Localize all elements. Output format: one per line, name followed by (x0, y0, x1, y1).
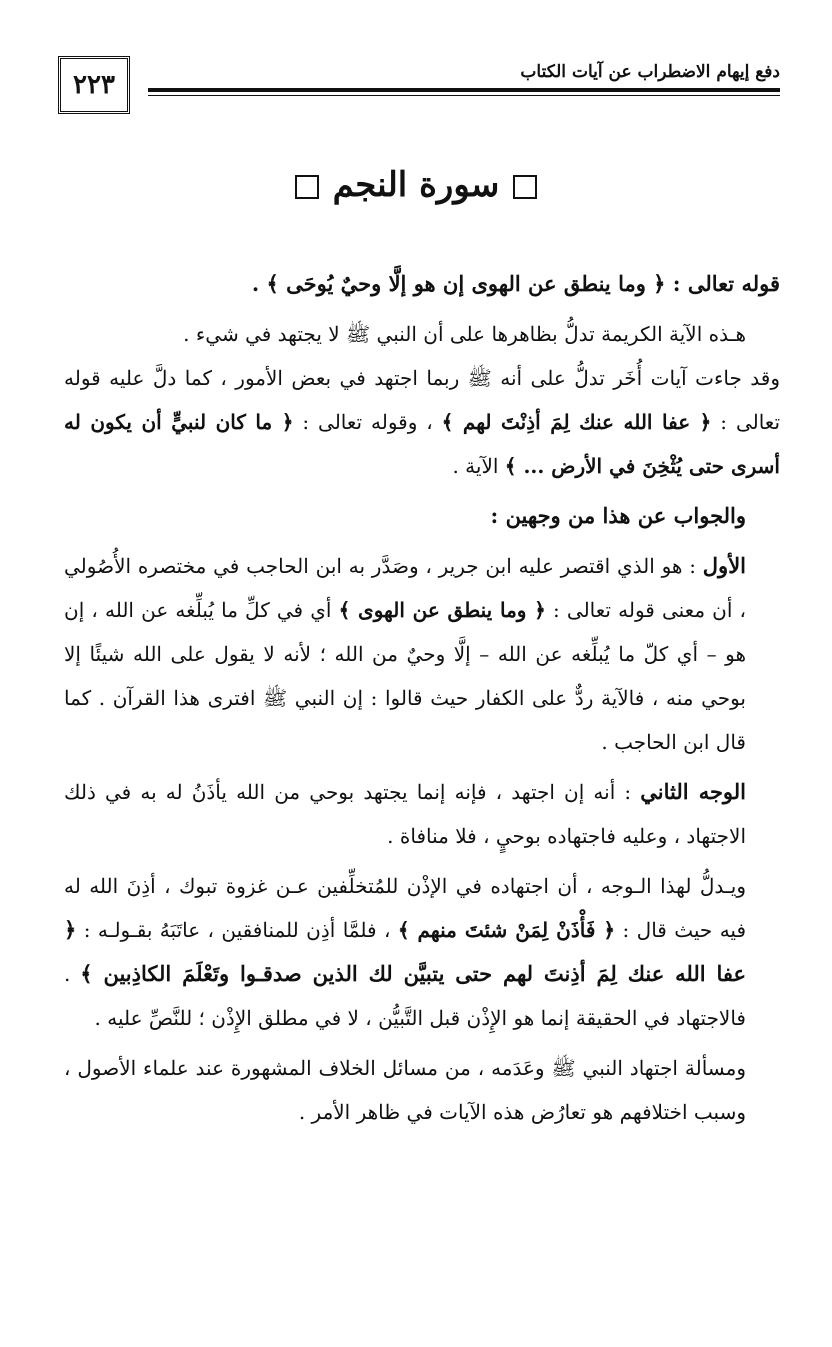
verse-intro: قوله تعالى : (672, 271, 780, 296)
verse-quote: ﴿ عفا الله عنك لِمَ أذِنتَ لهم حتى يتبيَّن لك الذين صدقـوا وتَعْلَمَ الكاذِبين ﴾ (64, 917, 747, 986)
paragraph: ومسألة اجتهاد النبي ﷺ وعَدَمه ، من مسائل الخلاف المشهورة عند علماء الأصول ، وسبب اختلافهم هو تعارُض هذه الآيات في ظاهر الأمر . (64, 1056, 746, 1124)
text-span: هـذه الآية الكريمة تدلُّ بظاهرها على أن النبي ﷺ لا يجتهد في شيء . (183, 322, 746, 346)
text-span: الآية . (452, 454, 499, 478)
answer-heading: والجواب عن هذا من وجهين : (490, 503, 746, 528)
verse-end: . (251, 271, 260, 296)
square-ornament-icon (295, 175, 319, 199)
text-span: . فالاجتهاد في الحقيقة إنما هو الإِذْن قبل التَّبيُّن ، لا في مطلق الإِذْن ؛ للنَّصِّ عليه . (64, 962, 746, 1030)
verse-quote: ﴿ ما كان لنبيٍّ أن يكون له أسرى حتى يُثْخِنَ في الأرض ... ﴾ (64, 410, 780, 478)
text-span: ويـدلُّ لهذا الـوجه ، أن اجتهاده في الإذْن للمُتخلِّفين عـن غزوة تبوك ، أذِنَ الله له فيه حيث قال : (64, 874, 747, 942)
page-number-text: ٢٢٣ (73, 70, 115, 100)
verse-quote: ﴿ فَأْذَنْ لِمَنْ شئتَ منهم ﴾ (397, 918, 616, 942)
header-rule-thick (148, 88, 780, 92)
lead-word: الوجه الثاني (640, 779, 747, 804)
verse-quote: ﴿ وما ينطق عن الهوى إن هو إلَّا وحيٌ يُوحَى ﴾ (266, 271, 666, 296)
running-title: دفع إيهام الاضطراب عن آيات الكتاب (520, 62, 780, 82)
lead-word: الأول (702, 553, 747, 578)
text-span: ، فلمَّا أذِن للمنافقين ، عاتَبَهُ بقـولـه : (83, 918, 391, 942)
surah-title: سورة النجم (332, 165, 500, 205)
paragraph (64, 864, 780, 1040)
text-span: : أنه إن اجتهد ، فإنه إنما يجتهد بوحي من الله يأذَنُ له به في ذلك الاجتهاد ، وعليه فاجتهاده بوحيٍ ، فلا منافاة . (64, 780, 746, 848)
text-span: وقد جاءت آيات أُخَر تدلُّ على أنه ﷺ ربما اجتهد في بعض الأمور ، كما دلَّ عليه قوله تعالى : (64, 366, 781, 434)
header-rule-thin (148, 95, 780, 96)
text-span: : هو الذي اقتصر عليه ابن جرير ، وصَدَّر به ابن الحاجب في مختصره الأُصُولي ، أن معنى قوله تعالى : (64, 554, 747, 622)
body-text (64, 262, 780, 1140)
surah-heading (0, 165, 832, 205)
paragraph (64, 770, 780, 858)
paragraph (64, 544, 780, 764)
verse-quote: ﴿ عفا الله عنك لِمَ أذِنْتَ لهم ﴾ (441, 410, 712, 434)
paragraph (64, 312, 780, 488)
square-ornament-icon (513, 175, 537, 199)
verse-quote: ﴿ وما ينطق عن الهوى ﴾ (338, 598, 546, 622)
text-span: ، وقوله تعالى : (302, 410, 433, 434)
verse-paragraph (64, 262, 780, 306)
page-number (58, 56, 130, 114)
text-span: أي في كلِّ ما يُبلِّغه عن الله ، إن هو – أي كلّ ما يُبلِّغه عن الله – إلَّا وحيٌ من الله ؛ لأنه لا يقول على الله شيئًا إلا بوحي منه ، فالآية ردٌّ على الكفار حيث قالوا : إن النبي ﷺ افترى هذا القرآن . كما قال ابن الحاجب . (64, 598, 746, 754)
